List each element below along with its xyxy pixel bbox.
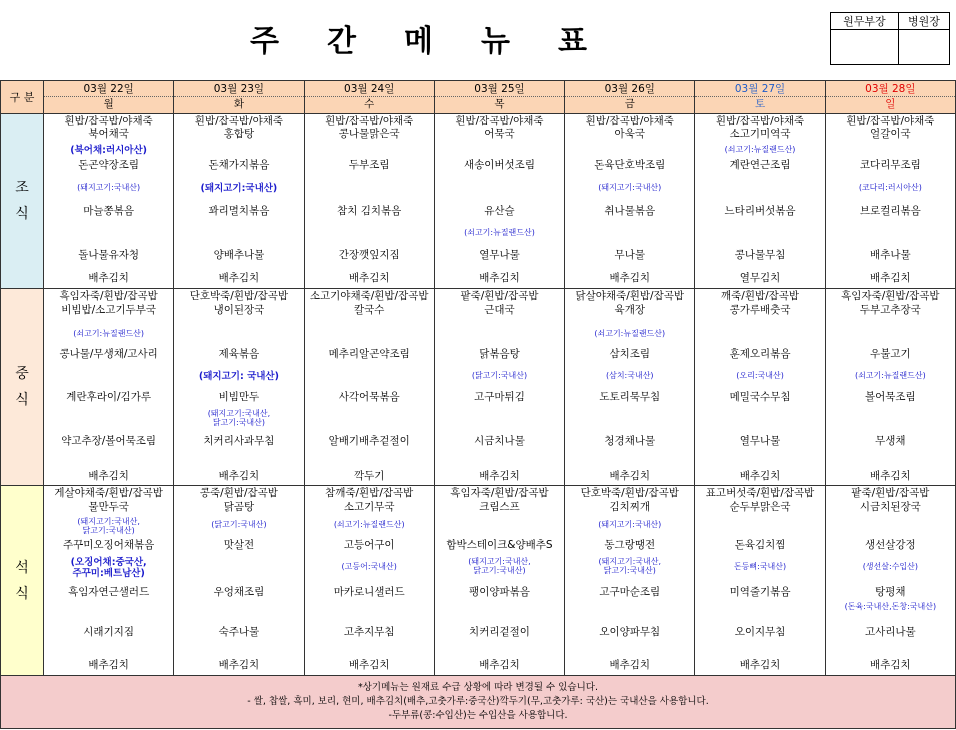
menu-item: 배추김치 — [870, 659, 911, 671]
menu-cell — [304, 114, 434, 289]
day-weekday: 월 — [103, 98, 114, 110]
menu-item: 팥죽/흰밥/잡곡밥 — [851, 487, 930, 499]
menu-item: 무생채 — [875, 435, 906, 447]
menu-item: 맛살전 — [223, 539, 255, 551]
menu-item: 무나물 — [614, 249, 645, 261]
menu-item: 두부고추장국 — [859, 304, 921, 316]
menu-cell — [174, 486, 304, 676]
menu-item: 마카로니샐러드 — [333, 586, 405, 598]
menu-item: 콩죽/흰밥/잡곡밥 — [199, 487, 278, 499]
origin-note: (돼지고기:국내산, — [468, 557, 531, 566]
origin-note: (돈육:국내산,돈창:국내산) — [844, 602, 937, 611]
menu-item: 배추김치 — [88, 659, 129, 671]
menu-item: 숙주나물 — [218, 626, 260, 638]
menu-item: 배추김치 — [739, 659, 781, 671]
menu-item: 돈채가지볶음 — [208, 159, 270, 171]
menu-cell — [695, 289, 825, 486]
day-date: 03월 27일 — [695, 83, 824, 97]
menu-cell — [565, 114, 695, 289]
approval-label-1: 원무부장 — [831, 13, 899, 30]
origin-note: (돼지고기:국내산) — [598, 183, 662, 192]
dinner-row — [1, 486, 956, 676]
menu-item: 배추김치 — [479, 659, 520, 671]
day-header — [434, 81, 564, 114]
menu-item: 소고기야채죽/흰밥/잡곡밥 — [309, 290, 429, 302]
menu-item: 닭볶음탕 — [479, 348, 520, 360]
breakfast-label: 조 식 — [1, 114, 44, 289]
origin-note: (돼지고기:국내산) — [598, 520, 662, 529]
menu-item: 유산슬 — [484, 205, 515, 217]
origin-note: 닭고기:국내산) — [603, 566, 656, 575]
menu-item: 칼국수 — [353, 304, 385, 316]
origin-note: (닭고기:국내산) — [211, 520, 267, 529]
approval-sign-2[interactable] — [898, 30, 949, 65]
origin-note: 돈등뼈:국내산) — [733, 562, 787, 571]
origin-note: (돼지고기:국내산) — [200, 183, 278, 194]
footer-line: - 쌀, 찹쌀, 흑미, 보리, 현미, 배추김치(배추,고춧가루:중국산)깍두기(무,고춧가루: 국산)는 국내산을 사용합니다. — [247, 696, 709, 707]
menu-item: 배추김치 — [739, 470, 781, 482]
title-char: 표 — [557, 24, 587, 59]
menu-item: 배추김치 — [479, 272, 520, 284]
page-title — [250, 16, 635, 60]
menu-item: 계란연근조림 — [729, 159, 791, 171]
menu-cell — [434, 114, 564, 289]
menu-item: 고등어구이 — [343, 539, 395, 551]
title-char: 주 — [250, 24, 279, 59]
breakfast-row — [1, 114, 956, 289]
menu-item: 육개장 — [614, 304, 645, 316]
menu-item: 소고기무국 — [343, 501, 395, 513]
menu-item: 냉이된장국 — [213, 304, 265, 316]
menu-item: 소고기미역국 — [729, 128, 791, 140]
menu-item: 취나물볶음 — [604, 205, 656, 217]
menu-item: 배추김치 — [609, 470, 651, 482]
menu-item: 돌나물유자청 — [78, 249, 140, 261]
menu-cell — [825, 114, 955, 289]
menu-item: 순두부맑은국 — [729, 501, 791, 513]
day-date: 03월 22일 — [44, 83, 173, 97]
menu-item: 흰밥/잡곡밥/야채죽 — [585, 115, 674, 127]
day-header — [174, 81, 304, 114]
menu-item: 홍합탕 — [223, 128, 255, 140]
menu-item: 게살야채죽/흰밥/잡곡밥 — [54, 487, 163, 499]
day-weekday: 토 — [754, 98, 766, 110]
menu-item: 팽이양파볶음 — [469, 586, 530, 598]
menu-item: 코다리무조림 — [859, 159, 921, 171]
menu-item: 돈곤약장조림 — [78, 159, 140, 171]
menu-cell — [825, 289, 955, 486]
origin-note: (돼지고기:국내산, — [207, 409, 271, 418]
menu-item: 배추김치 — [218, 659, 260, 671]
origin-note: (삼치:국내산) — [605, 371, 654, 380]
footer-row — [1, 676, 956, 729]
menu-item: 오이양파무침 — [599, 626, 661, 638]
menu-item: 돈육김치찜 — [734, 539, 786, 551]
origin-note: (코다리:러시아산) — [858, 183, 922, 192]
menu-item: 두부조림 — [348, 159, 390, 171]
header-row — [1, 81, 956, 114]
menu-item: 고사리나물 — [864, 626, 916, 638]
menu-item: 흑임자연근샐러드 — [68, 586, 150, 598]
day-date: 03월 28일 — [826, 83, 955, 97]
menu-item: 배추김치 — [88, 470, 129, 482]
menu-item: 고구마튀김 — [474, 391, 525, 403]
menu-item: 크림스프 — [479, 501, 520, 513]
origin-note: (쇠고기:뉴질랜드산) — [73, 329, 145, 338]
origin-note: (돼지고기:국내산, — [77, 517, 140, 526]
menu-item: 깨죽/흰밥/잡곡밥 — [721, 290, 800, 302]
menu-cell — [304, 486, 434, 676]
menu-item: 고구마순조림 — [599, 586, 661, 598]
day-date: 03월 23일 — [174, 83, 303, 97]
origin-note: (돼지고기: 국내산) — [198, 371, 279, 382]
menu-item: 얼갈이국 — [870, 128, 911, 140]
menu-item: 탕평채 — [875, 586, 906, 598]
menu-item: 배추김치 — [348, 659, 390, 671]
menu-item: 훈제오리볶음 — [729, 348, 791, 360]
menu-item: 팥죽/흰밥/잡곡밥 — [460, 290, 539, 302]
day-weekday: 수 — [364, 98, 375, 110]
menu-item: 물만두국 — [88, 501, 129, 513]
origin-note: (돼지고기:국내산) — [77, 183, 141, 192]
menu-cell — [434, 289, 564, 486]
menu-item: 치커리사과무침 — [203, 435, 275, 447]
menu-cell — [695, 114, 825, 289]
menu-item: 함박스테이크&양배추S — [446, 539, 553, 551]
menu-item: 배추김치 — [348, 272, 390, 284]
menu-item: 북어채국 — [88, 128, 129, 140]
origin-note: 닭고기:국내산) — [82, 526, 135, 535]
lunch-row — [1, 289, 956, 486]
menu-item: 아욱국 — [614, 128, 645, 140]
menu-item: 어묵국 — [484, 128, 515, 140]
menu-cell — [434, 486, 564, 676]
origin-note: (쇠고기:뉴질랜드산) — [724, 145, 796, 154]
menu-item: 배추김치 — [88, 272, 129, 284]
menu-item: 배추김치 — [609, 272, 651, 284]
menu-item: 간장깻잎지짐 — [338, 249, 400, 261]
menu-cell — [565, 486, 695, 676]
menu-item: 메밀국수무침 — [729, 391, 791, 403]
menu-item: 흰밥/잡곡밥/야채죽 — [715, 115, 805, 127]
menu-item: 양배추나물 — [213, 249, 265, 261]
menu-item: 흰밥/잡곡밥/야채죽 — [455, 115, 544, 127]
menu-item: 비빔밥/소고기두부국 — [61, 304, 157, 316]
menu-item: 배추김치 — [218, 272, 260, 284]
menu-item: 흑임자죽/흰밥/잡곡밥 — [450, 487, 549, 499]
menu-item: 흑임자죽/흰밥/잡곡밥 — [841, 290, 940, 302]
menu-item: 청경채나물 — [604, 435, 656, 447]
menu-item: 고추지무침 — [343, 626, 395, 638]
menu-item: 콩나물무침 — [734, 249, 786, 261]
origin-note: 닭고기:국내산) — [473, 566, 526, 575]
lunch-label: 중 식 — [1, 289, 44, 486]
menu-cell — [565, 289, 695, 486]
day-header — [565, 81, 695, 114]
menu-item: 흰밥/잡곡밥/야채죽 — [325, 115, 414, 127]
day-header — [304, 81, 434, 114]
day-header — [695, 81, 825, 114]
menu-item: 동그랑땡전 — [604, 539, 656, 551]
menu-item: 단호박죽/흰밥/잡곡밥 — [189, 290, 289, 302]
menu-item: 참깨죽/흰밥/잡곡밥 — [325, 487, 414, 499]
origin-note: (쇠고기:뉴질랜드산) — [594, 329, 666, 338]
menu-item: 배추김치 — [870, 272, 911, 284]
menu-item: 오이지무침 — [734, 626, 786, 638]
menu-item: 시래기지짐 — [83, 626, 134, 638]
day-weekday: 금 — [624, 98, 635, 110]
day-date: 03월 26일 — [565, 83, 694, 97]
day-date: 03월 24일 — [305, 83, 434, 97]
menu-item: 제육볶음 — [218, 348, 260, 360]
menu-item: 사각어묵볶음 — [338, 391, 400, 403]
menu-item: 콩나물맑은국 — [338, 128, 400, 140]
menu-item: 깍두기 — [353, 470, 385, 482]
menu-item: 우불고기 — [870, 348, 911, 360]
menu-cell — [825, 486, 955, 676]
menu-item: 우엉채조림 — [213, 586, 265, 598]
menu-item: 참치 김치볶음 — [337, 205, 402, 217]
origin-note: (돼지고기:국내산, — [598, 557, 661, 566]
menu-item: 치커리겉절이 — [469, 626, 530, 638]
menu-item: 흰밥/잡곡밥/야채죽 — [846, 115, 935, 127]
origin-note: (쇠고기:뉴질랜드산) — [464, 228, 535, 237]
menu-item: 마늘쫑볶음 — [83, 205, 134, 217]
origin-note: (오리:국내산) — [736, 371, 784, 380]
menu-item: 알배기배추겉절이 — [328, 435, 410, 447]
menu-item: 브로컬리볶음 — [859, 205, 921, 217]
gubun-header: 구 분 — [1, 81, 44, 114]
menu-item: 김치찌개 — [609, 501, 651, 513]
menu-item: 열무나물 — [479, 249, 520, 261]
menu-item: 표고버섯죽/흰밥/잡곡밥 — [705, 487, 815, 499]
menu-item: 콩가루배춧국 — [729, 304, 791, 316]
menu-item: 도토리묵무침 — [599, 391, 661, 403]
day-weekday: 목 — [494, 98, 505, 110]
day-header — [825, 81, 955, 114]
footer-line: -두부류(콩:수입산)는 수입산을 사용합니다. — [388, 710, 568, 721]
menu-item: 새송이버섯조림 — [463, 159, 535, 171]
approval-box — [830, 12, 950, 65]
menu-cell — [695, 486, 825, 676]
menu-item: 꽈리멸치볶음 — [208, 205, 270, 217]
origin-note: (오징어채:중국산, — [70, 557, 147, 568]
menu-cell — [44, 486, 174, 676]
origin-note: (쇠고기:뉴질랜드산) — [854, 371, 926, 380]
title-char: 메 — [403, 24, 433, 59]
menu-item: 단호박죽/흰밥/잡곡밥 — [580, 487, 679, 499]
menu-item: 배추김치 — [479, 470, 520, 482]
dinner-label: 석 식 — [1, 486, 44, 676]
approval-sign-1[interactable] — [831, 30, 899, 65]
menu-item: 생선살강정 — [864, 539, 916, 551]
title-char: 간 — [326, 24, 356, 59]
menu-item: 배추나물 — [870, 249, 911, 261]
menu-item: 비빔만두 — [218, 391, 260, 403]
menu-item: 시금치된장국 — [859, 501, 921, 513]
menu-item: 미역줄기볶음 — [729, 586, 791, 598]
menu-item: 흰밥/잡곡밥/야채죽 — [64, 115, 153, 127]
menu-item: 볼어묵조림 — [864, 391, 916, 403]
title-area — [0, 0, 956, 78]
menu-table — [0, 80, 956, 729]
menu-item: 시금치나물 — [474, 435, 525, 447]
menu-item: 열무나물 — [739, 435, 781, 447]
menu-item: 흰밥/잡곡밥/야채죽 — [194, 115, 284, 127]
menu-cell — [44, 114, 174, 289]
menu-item: 열무김치 — [739, 272, 781, 284]
footer-notes — [1, 676, 956, 729]
origin-note: (닭고기:국내산) — [471, 371, 528, 380]
menu-item: 느타리버섯볶음 — [724, 205, 796, 217]
menu-cell — [304, 289, 434, 486]
origin-note: 주꾸미:베트남산) — [72, 568, 145, 579]
origin-note: 닭고기:국내산) — [212, 418, 266, 427]
title-char: 뉴 — [480, 24, 510, 59]
menu-item: 흑임자죽/흰밥/잡곡밥 — [59, 290, 158, 302]
menu-cell — [44, 289, 174, 486]
menu-item: 닭살야채죽/흰밥/잡곡밥 — [575, 290, 685, 302]
menu-item: 약고추장/볼어묵조림 — [61, 435, 157, 447]
approval-label-2: 병원장 — [898, 13, 949, 30]
menu-item: 배추김치 — [870, 470, 911, 482]
day-weekday: 화 — [233, 98, 244, 110]
origin-note: (생선살:수입산) — [862, 562, 918, 571]
menu-item: 근대국 — [484, 304, 515, 316]
menu-cell — [174, 289, 304, 486]
footer-line: *상기메뉴는 원재료 수급 상황에 따라 변경될 수 있습니다. — [358, 682, 598, 693]
menu-item: 메추리알곤약조림 — [328, 348, 410, 360]
menu-item: 삼치조림 — [609, 348, 651, 360]
menu-item: 콩나물/무생채/고사리 — [59, 348, 158, 360]
day-header — [44, 81, 174, 114]
menu-item: 배추김치 — [609, 659, 651, 671]
menu-item: 닭곰탕 — [223, 501, 255, 513]
day-date: 03월 25일 — [435, 83, 564, 97]
menu-item: 돈육단호박조림 — [594, 159, 666, 171]
menu-item: 배추김치 — [218, 470, 260, 482]
menu-item: 주꾸미오징어채볶음 — [62, 539, 155, 551]
menu-item: 계란후라이/김가루 — [66, 391, 151, 403]
day-weekday: 일 — [885, 98, 896, 110]
origin-note: (쇠고기:뉴질랜드산) — [333, 520, 405, 529]
origin-note: (북어채:러시아산) — [70, 145, 147, 156]
origin-note: (고등어:국내산) — [341, 562, 397, 571]
menu-cell — [174, 114, 304, 289]
